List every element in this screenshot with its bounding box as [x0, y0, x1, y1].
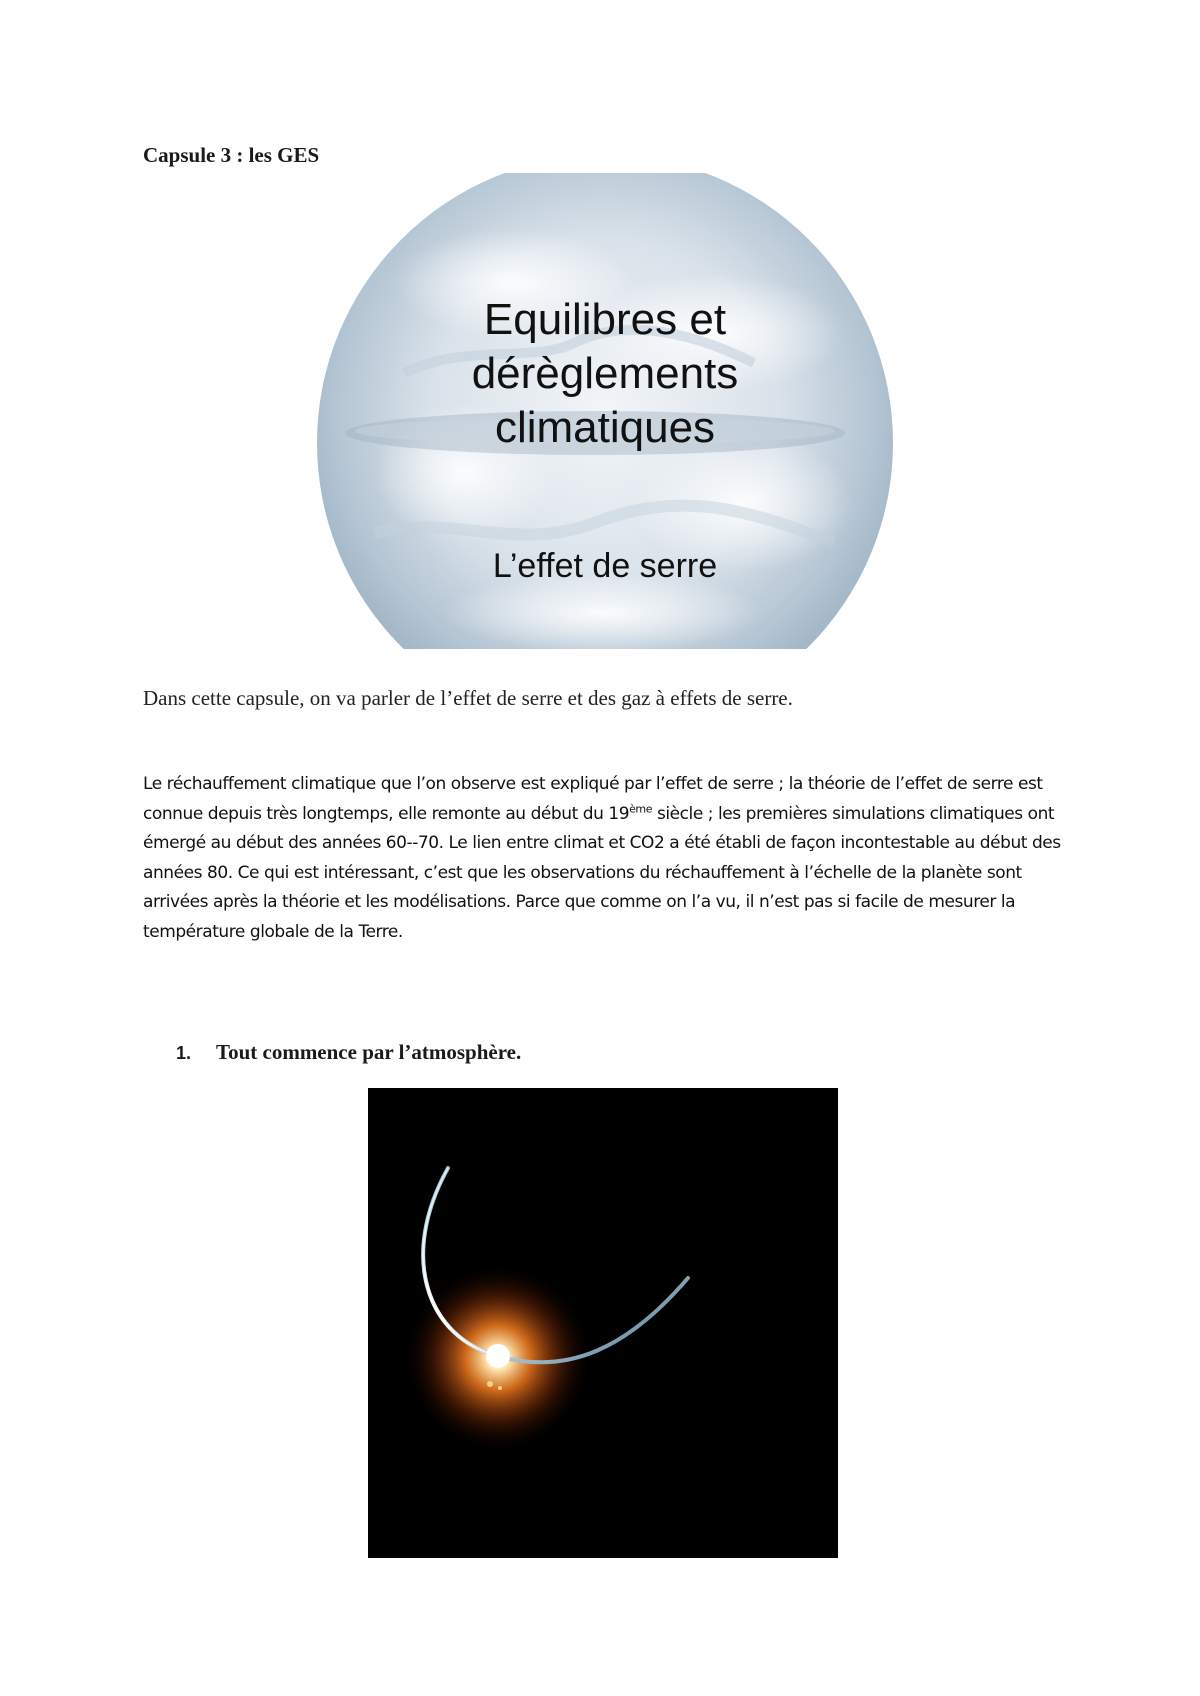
paragraph-text: siècle ; les premières simulations climatiques ont émergé au début des années 60--70. Le lien entre climat et CO2 a été établi de façon incontestable au début des années 80. Ce qui est intéressant, c’est que les observations du réchauffement à l’échelle de la planète sont arrivées après la théorie et les modélisations. Parce que comme on l’a vu, il n’est pas si facile de mesurer la température globale de la Terre.: [143, 803, 1061, 942]
section-number: 1.: [176, 1043, 192, 1063]
section-title: Tout commence par l’atmosphère.: [216, 1040, 522, 1064]
cover-title-line: dérèglements: [471, 349, 739, 398]
document-heading: Capsule 3 : les GES: [143, 143, 320, 167]
cover-image: [314, 173, 896, 649]
body-paragraph: [143, 770, 1073, 947]
cover-title: [314, 293, 896, 455]
paragraph-text: Le réchauffement climatique que l’on observe est expliqué par l’effet de serre ; la théorie de l’effet de serre est connue depuis très longtemps, elle remonte au début du 19: [143, 774, 1043, 824]
cover-title-line: Equilibres et: [483, 295, 727, 344]
cover-title-line: climatiques: [494, 403, 716, 452]
section-heading: [176, 1040, 521, 1065]
superscript: ème: [629, 801, 653, 815]
eclipse-photo: [368, 1088, 838, 1558]
intro-sentence: Dans cette capsule, on va parler de l’effet de serre et des gaz à effets de serre.: [143, 686, 793, 710]
sun-earth-eclipse-illustration: [368, 1088, 838, 1558]
cover-subtitle: L’effet de serre: [492, 547, 718, 585]
